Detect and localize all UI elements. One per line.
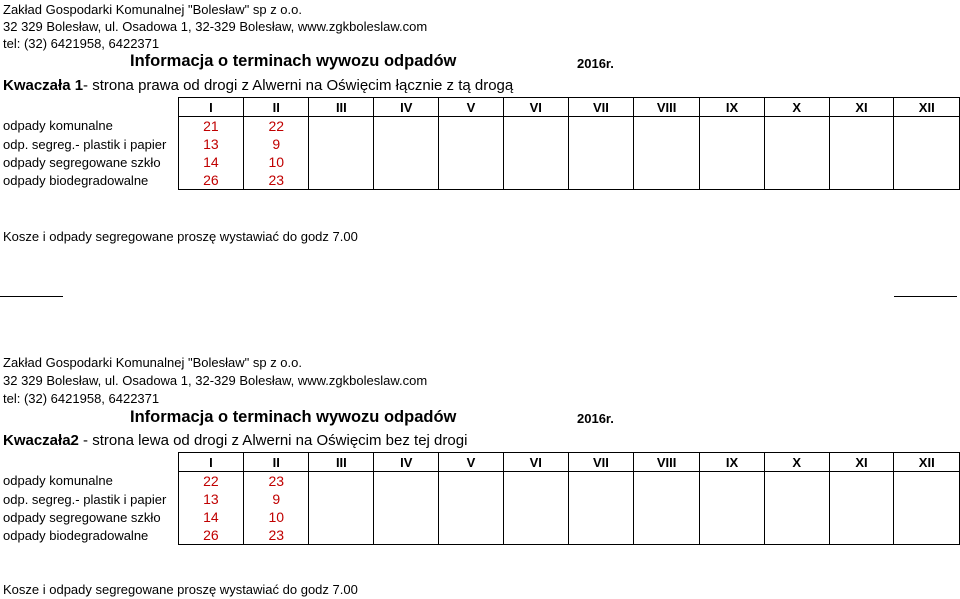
date-cell: 14 (178, 508, 243, 526)
month-header: VIII (634, 453, 700, 472)
month-header: X (764, 453, 829, 472)
month-header: VI (503, 98, 568, 117)
date-cell: 13 (178, 135, 243, 153)
date-cell: 26 (178, 171, 243, 190)
date-cell: 13 (178, 490, 243, 508)
date-cell: 22 (178, 472, 243, 491)
month-header: XII (894, 98, 960, 117)
month-header: III (309, 98, 374, 117)
date-cell: 23 (244, 526, 309, 545)
company-name: Zakład Gospodarki Komunalnej "Bolesław" sp z o.o. (3, 355, 302, 370)
area-name: Kwaczała 1 (3, 77, 84, 94)
month-header: IV (374, 453, 439, 472)
area-heading (3, 77, 513, 94)
table-row (0, 472, 960, 491)
row-label: odpady komunalne (3, 118, 113, 134)
table-row (0, 117, 960, 136)
month-header: IV (374, 98, 439, 117)
month-header: XI (829, 453, 894, 472)
date-cell: 23 (244, 171, 309, 190)
month-header: VII (568, 453, 633, 472)
month-header: VI (503, 453, 568, 472)
date-cell: 9 (244, 135, 309, 153)
month-header-row (0, 453, 960, 472)
company-phone: tel: (32) 6421958, 6422371 (3, 36, 160, 51)
date-cell: 9 (244, 490, 309, 508)
company-name: Zakład Gospodarki Komunalnej "Bolesław" sp z o.o. (3, 2, 302, 17)
month-header: XI (829, 98, 894, 117)
cut-line-right (894, 296, 957, 297)
month-header: XII (894, 453, 960, 472)
date-cell: 10 (244, 508, 309, 526)
month-header: V (439, 98, 504, 117)
notice-title: Informacja o terminach wywozu odpadów (130, 408, 457, 426)
row-label: odp. segreg.- plastik i papier (3, 136, 167, 152)
month-header: VII (568, 98, 633, 117)
area-description: - strona lewa od drogi z Alwerni na Oświęcim bez tej drogi (78, 432, 468, 449)
date-cell: 21 (178, 117, 243, 136)
month-header: X (764, 98, 829, 117)
row-label: odpady biodegradowalne (3, 172, 149, 188)
area-heading (3, 432, 467, 449)
date-cell: 22 (244, 117, 309, 136)
month-header: II (244, 453, 309, 472)
date-cell: 26 (178, 526, 243, 545)
table-row (0, 526, 960, 545)
notice-title: Informacja o terminach wywozu odpadów (130, 52, 457, 70)
collection-note: Kosze i odpady segregowane proszę wystawiać do godz 7.00 (3, 582, 358, 597)
date-cell: 10 (244, 153, 309, 171)
schedule-table (0, 97, 960, 190)
area-name: Kwaczała2 (3, 432, 79, 449)
row-label: odpady segregowane szkło (3, 154, 161, 170)
month-header: VIII (634, 98, 700, 117)
area-description: - strona prawa od drogi z Alwerni na Oświęcim łącznie z tą drogą (83, 77, 514, 94)
notice-year: 2016r. (577, 411, 614, 426)
collection-note: Kosze i odpady segregowane proszę wystawiać do godz 7.00 (3, 229, 358, 244)
month-header: II (244, 98, 309, 117)
month-header: IX (700, 453, 765, 472)
month-header: III (309, 453, 374, 472)
row-label: odpady segregowane szkło (3, 509, 161, 525)
date-cell: 14 (178, 153, 243, 171)
date-cell: 23 (244, 472, 309, 491)
month-header: I (178, 98, 243, 117)
row-label: odp. segreg.- plastik i papier (3, 491, 167, 507)
row-label: odpady komunalne (3, 473, 113, 489)
table-row (0, 490, 960, 508)
month-header: IX (700, 98, 765, 117)
company-phone: tel: (32) 6421958, 6422371 (3, 391, 160, 406)
table-row (0, 508, 960, 526)
company-address: 32 329 Bolesław, ul. Osadowa 1, 32-329 Bolesław, www.zgkboleslaw.com (3, 19, 428, 34)
row-label: odpady biodegradowalne (3, 527, 149, 543)
month-header: I (178, 453, 243, 472)
notice-year: 2016r. (577, 56, 614, 71)
cut-line-left (0, 296, 63, 297)
month-header: V (439, 453, 504, 472)
month-header-row (0, 98, 960, 117)
table-row (0, 171, 960, 190)
company-address: 32 329 Bolesław, ul. Osadowa 1, 32-329 Bolesław, www.zgkboleslaw.com (3, 373, 428, 388)
schedule-table (0, 452, 960, 545)
table-row (0, 135, 960, 153)
table-row (0, 153, 960, 171)
